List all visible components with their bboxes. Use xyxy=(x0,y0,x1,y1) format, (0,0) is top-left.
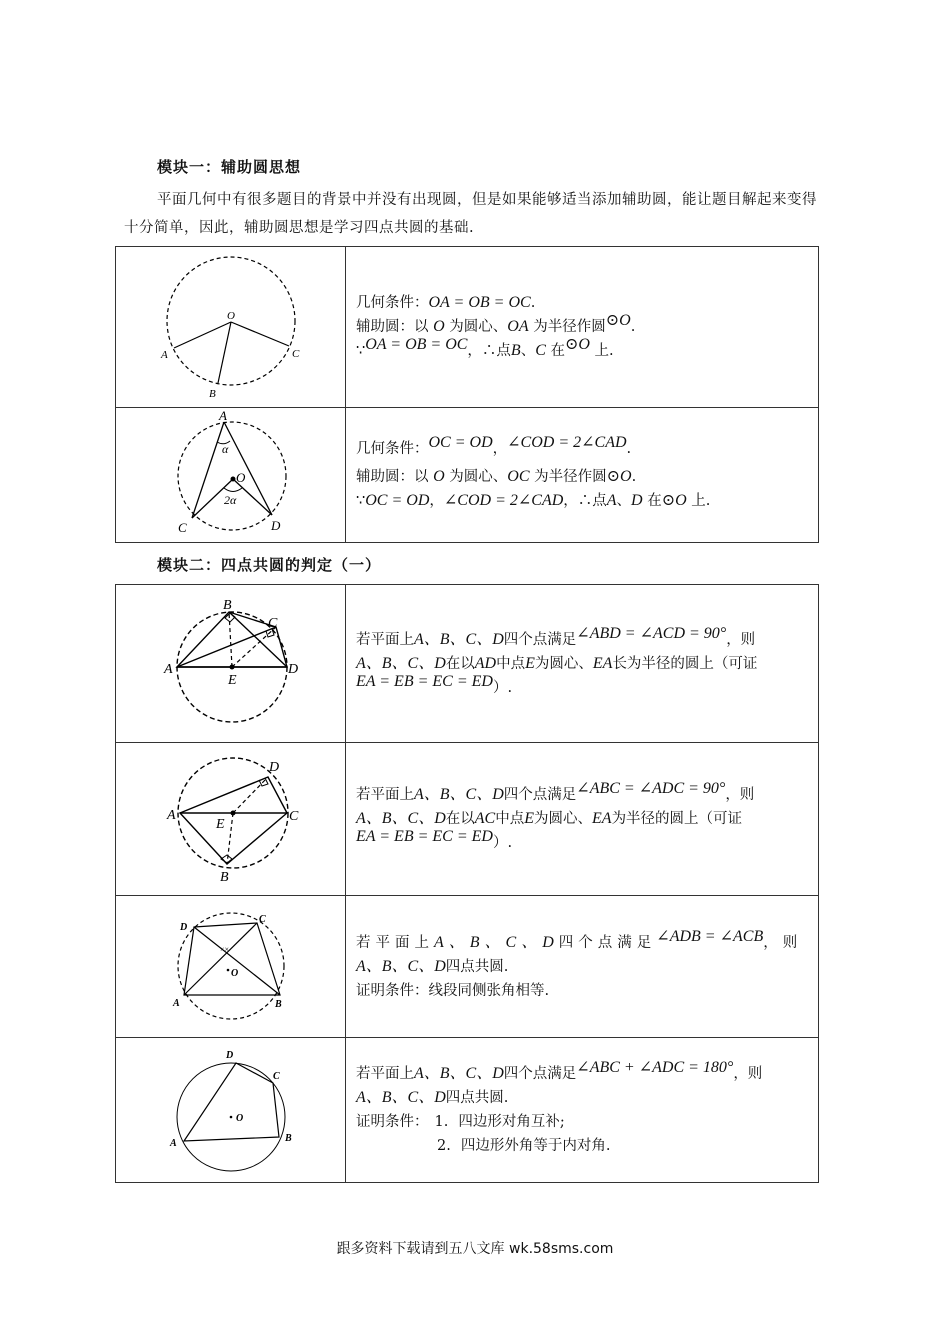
label-a: A xyxy=(167,808,176,823)
point-c: C xyxy=(535,342,546,359)
statement-line-1 xyxy=(356,780,810,807)
var-o: O xyxy=(433,468,445,485)
points: A、B、C、D xyxy=(356,654,446,672)
circle-o-symbol: ⊙O xyxy=(605,312,631,329)
text: 四个点满足 xyxy=(503,1066,577,1082)
text: 若平面上 xyxy=(356,1066,414,1082)
label-c: C xyxy=(273,1071,280,1082)
supplementary-angles-figure xyxy=(116,1038,345,1178)
item-number: 2. xyxy=(437,1138,451,1154)
module2-heading: 模块二：四点共圆的判定（一） xyxy=(157,556,382,574)
var-oa: OA xyxy=(507,318,529,335)
segment-oa xyxy=(174,322,231,348)
label-b: B xyxy=(209,388,216,400)
text-shang: 上. xyxy=(589,343,614,359)
because-symbol: ∵ xyxy=(356,343,366,359)
angle-condition: ∠ABC = ∠ADC = 90° xyxy=(576,780,726,797)
statement-line-3 xyxy=(356,828,810,855)
points: A、B、C、D xyxy=(356,957,446,975)
text-zai: 在 xyxy=(545,343,565,359)
point-d: D xyxy=(631,492,643,509)
proof-line-2 xyxy=(356,1134,810,1158)
point-b: B xyxy=(510,342,521,359)
label-d: D xyxy=(288,662,299,677)
statement-line-3 xyxy=(356,672,810,700)
circle-abc-figure xyxy=(116,247,345,403)
aux-label: 辅助圆：以 xyxy=(356,469,434,485)
module2-row4 xyxy=(116,1038,819,1183)
period: . xyxy=(631,469,637,485)
dashed-ec xyxy=(232,627,276,667)
label-a: A xyxy=(219,408,227,423)
proof-item-1: 四边形对角互补; xyxy=(458,1114,565,1130)
circle-o-symbol: ⊙O xyxy=(661,492,687,509)
text: 中点 xyxy=(496,655,526,672)
angle-condition: ∠ABD = ∠ACD = 90° xyxy=(576,624,727,642)
label-o: O xyxy=(236,1113,244,1124)
text: 若平面上 xyxy=(356,787,414,803)
because-line xyxy=(356,336,810,363)
statement-line-2 xyxy=(356,955,810,979)
label-a: A xyxy=(164,662,173,677)
angle-condition: ∠ADB = ∠ACB xyxy=(656,927,764,945)
module2-row4-text-cell xyxy=(346,1038,819,1183)
separator: 、 xyxy=(616,493,632,509)
module2-row2-figure-cell xyxy=(116,743,346,896)
label-b: B xyxy=(220,870,229,885)
text: 四点共圆. xyxy=(445,958,509,975)
label-e: E xyxy=(216,817,225,832)
var-ac: AC xyxy=(474,810,496,827)
proof-item-2: 四边形外角等于内对角. xyxy=(460,1138,611,1154)
condition-math-2: ∠COD = 2∠CAD xyxy=(507,434,627,451)
proof-line-1 xyxy=(356,1110,810,1134)
var-e: E xyxy=(525,654,535,672)
center-dot xyxy=(227,969,230,972)
text: ，则 xyxy=(733,1066,763,1082)
right-angle-ad-figure xyxy=(116,585,345,738)
text: 四点共圆. xyxy=(445,1090,509,1106)
angle-arc-o xyxy=(224,488,242,492)
label-alpha: α xyxy=(222,442,229,456)
therefore-text: ，∴点 xyxy=(563,493,607,509)
text: 若平面上 xyxy=(356,631,414,648)
condition-math: OA = OB = OC xyxy=(428,294,531,311)
points: A、B、C、D xyxy=(356,810,446,827)
label-b: B xyxy=(275,999,282,1010)
label-a: A xyxy=(161,349,168,361)
text: 长为半径的圆上（可证 xyxy=(612,655,758,672)
label-e: E xyxy=(228,673,237,688)
text-shang: 上. xyxy=(686,493,711,509)
module1-row2-text-cell xyxy=(346,408,819,543)
module2-row2-text-cell xyxy=(346,743,819,896)
module1-row2 xyxy=(116,408,819,543)
aux-text: 为半径作圆 xyxy=(528,319,606,335)
right-angle-ac-figure xyxy=(116,743,345,891)
var-ad: AD xyxy=(474,654,497,672)
label-o: O xyxy=(231,968,239,979)
module2-row3-figure-cell xyxy=(116,896,346,1038)
text: 在以 xyxy=(445,811,475,827)
period: . xyxy=(530,295,536,311)
statement-line-1 xyxy=(356,624,810,652)
module2-row4-figure-cell xyxy=(116,1038,346,1183)
var-e: E xyxy=(524,810,535,827)
module2-row2 xyxy=(116,743,819,896)
var-ea: EA xyxy=(592,654,613,672)
because-symbol: ∵ xyxy=(356,493,366,509)
statement-line-2 xyxy=(356,1086,810,1110)
label-a: A xyxy=(170,1138,177,1149)
text-zai: 在 xyxy=(642,493,662,509)
therefore-text: ，∴点 xyxy=(467,343,511,359)
text: 四个点满足 xyxy=(503,631,577,648)
aux-text: 为半径作圆 xyxy=(529,469,607,485)
label-d: D xyxy=(180,922,188,933)
statement-line-1 xyxy=(356,927,810,955)
because-math: OA = OB = OC xyxy=(365,336,468,353)
aux-text: 为圆心、 xyxy=(444,319,508,335)
because-line xyxy=(356,489,810,513)
segment-ac xyxy=(177,627,276,667)
text: 为圆心、 xyxy=(534,655,593,672)
module1-intro: 平面几何中有很多题目的背景中并没有出现圆，但是如果能够适当添加辅助圆，能让题目解起来变得十分简单，因此，辅助圆思想是学习四点共圆的基础. xyxy=(124,192,817,236)
condition-math-1: OC = OD xyxy=(428,434,493,451)
module1-table xyxy=(115,246,819,543)
proof-label: 证明条件： xyxy=(356,982,429,999)
label-c: C xyxy=(289,809,299,824)
text: ）. xyxy=(492,835,513,851)
aux-label: 辅助圆：以 xyxy=(356,319,434,335)
center-point xyxy=(231,477,236,482)
points: A、B、C、D xyxy=(414,630,504,648)
text: 四个点满足 xyxy=(558,934,657,951)
angle-condition: ∠ABC + ∠ADC = 180° xyxy=(576,1059,734,1076)
central-angle-figure xyxy=(116,408,345,538)
label-c: C xyxy=(268,616,278,631)
label-o: O xyxy=(236,470,246,485)
condition-line xyxy=(356,291,810,315)
center-dot xyxy=(230,1116,233,1119)
module1-row1-figure-cell xyxy=(116,247,346,408)
text: 在以 xyxy=(445,655,475,672)
module1-row2-figure-cell xyxy=(116,408,346,543)
proof-label: 证明条件： xyxy=(356,1114,429,1130)
text: ）. xyxy=(492,679,513,696)
comma: ， xyxy=(492,441,508,457)
statement-line-1 xyxy=(356,1059,810,1086)
points: A、B、C、D xyxy=(414,786,504,803)
footer-download-link[interactable]: 跟多资料下载请到五八文库 wk.58sms.com xyxy=(336,1241,614,1257)
because-math-2: ∠COD = 2∠CAD xyxy=(443,492,564,509)
equal-radii: EA = EB = EC = ED xyxy=(356,672,493,690)
statement-line-2 xyxy=(356,652,810,676)
module1-row1 xyxy=(116,247,819,408)
circle-o-symbol: ⊙O xyxy=(564,336,590,353)
label-a: A xyxy=(173,998,180,1009)
period: . xyxy=(630,319,636,335)
comma: ， xyxy=(429,493,444,509)
module1-row1-text-cell xyxy=(346,247,819,408)
condition-label: 几何条件： xyxy=(356,295,429,311)
angle-ticks: ×× xyxy=(220,945,230,954)
condition-label: 几何条件： xyxy=(356,441,429,457)
text: ，则 xyxy=(763,934,803,951)
condition-line xyxy=(356,434,810,461)
aux-circle-line xyxy=(356,465,810,489)
points: A、B、C、D xyxy=(434,933,559,951)
label-c: C xyxy=(292,348,300,360)
circle-o-symbol: ⊙O xyxy=(606,468,632,485)
points: A、B、C、D xyxy=(414,1065,504,1082)
equal-angles-figure xyxy=(116,896,345,1033)
module2-row3-text-cell xyxy=(346,896,819,1038)
segment-oc xyxy=(231,322,289,346)
label-o: O xyxy=(227,310,235,322)
dashed-ed xyxy=(233,777,268,813)
midpoint-e xyxy=(231,811,236,816)
text: 为圆心、 xyxy=(534,811,593,827)
module2-row1-text-cell xyxy=(346,585,819,743)
module2-row1 xyxy=(116,585,819,743)
segment-bd xyxy=(229,612,287,667)
module1-heading: 模块一：辅助圆思想 xyxy=(157,158,302,176)
label-b: B xyxy=(285,1133,292,1144)
text: 为半径的圆上（可证 xyxy=(611,811,743,827)
separator: 、 xyxy=(520,343,536,359)
item-number: 1. xyxy=(434,1114,449,1130)
label-2alpha: 2α xyxy=(224,493,237,507)
label-c: C xyxy=(178,520,187,535)
var-o: O xyxy=(433,318,445,335)
module2-table xyxy=(115,584,819,1183)
segment-ca xyxy=(184,923,257,995)
text: 中点 xyxy=(495,811,525,827)
aux-text: 为圆心、 xyxy=(444,469,508,485)
label-c: C xyxy=(259,914,266,925)
equal-radii: EA = EB = EC = ED xyxy=(356,828,493,845)
text: 若平面上 xyxy=(356,934,434,951)
text: ，则 xyxy=(725,787,755,803)
period: . xyxy=(626,441,632,457)
segment-db xyxy=(194,927,280,995)
var-ea: EA xyxy=(592,810,612,827)
proof-text: 线段同侧张角相等. xyxy=(428,982,550,999)
label-d: D xyxy=(269,760,280,775)
label-d: D xyxy=(226,1050,234,1061)
var-oc: OC xyxy=(507,468,530,485)
label-b: B xyxy=(223,598,232,613)
midpoint-e xyxy=(230,665,235,670)
quad-adcb xyxy=(180,777,287,864)
label-d: D xyxy=(271,518,281,533)
text: ，则 xyxy=(726,631,756,648)
because-math-1: OC = OD xyxy=(365,492,430,509)
proof-line xyxy=(356,979,810,1003)
segment-ob xyxy=(218,322,231,383)
point-a: A xyxy=(606,492,617,509)
module2-row1-figure-cell xyxy=(116,585,346,743)
points: A、B、C、D xyxy=(356,1089,446,1106)
module2-row3 xyxy=(116,896,819,1038)
text: 四个点满足 xyxy=(503,787,577,803)
